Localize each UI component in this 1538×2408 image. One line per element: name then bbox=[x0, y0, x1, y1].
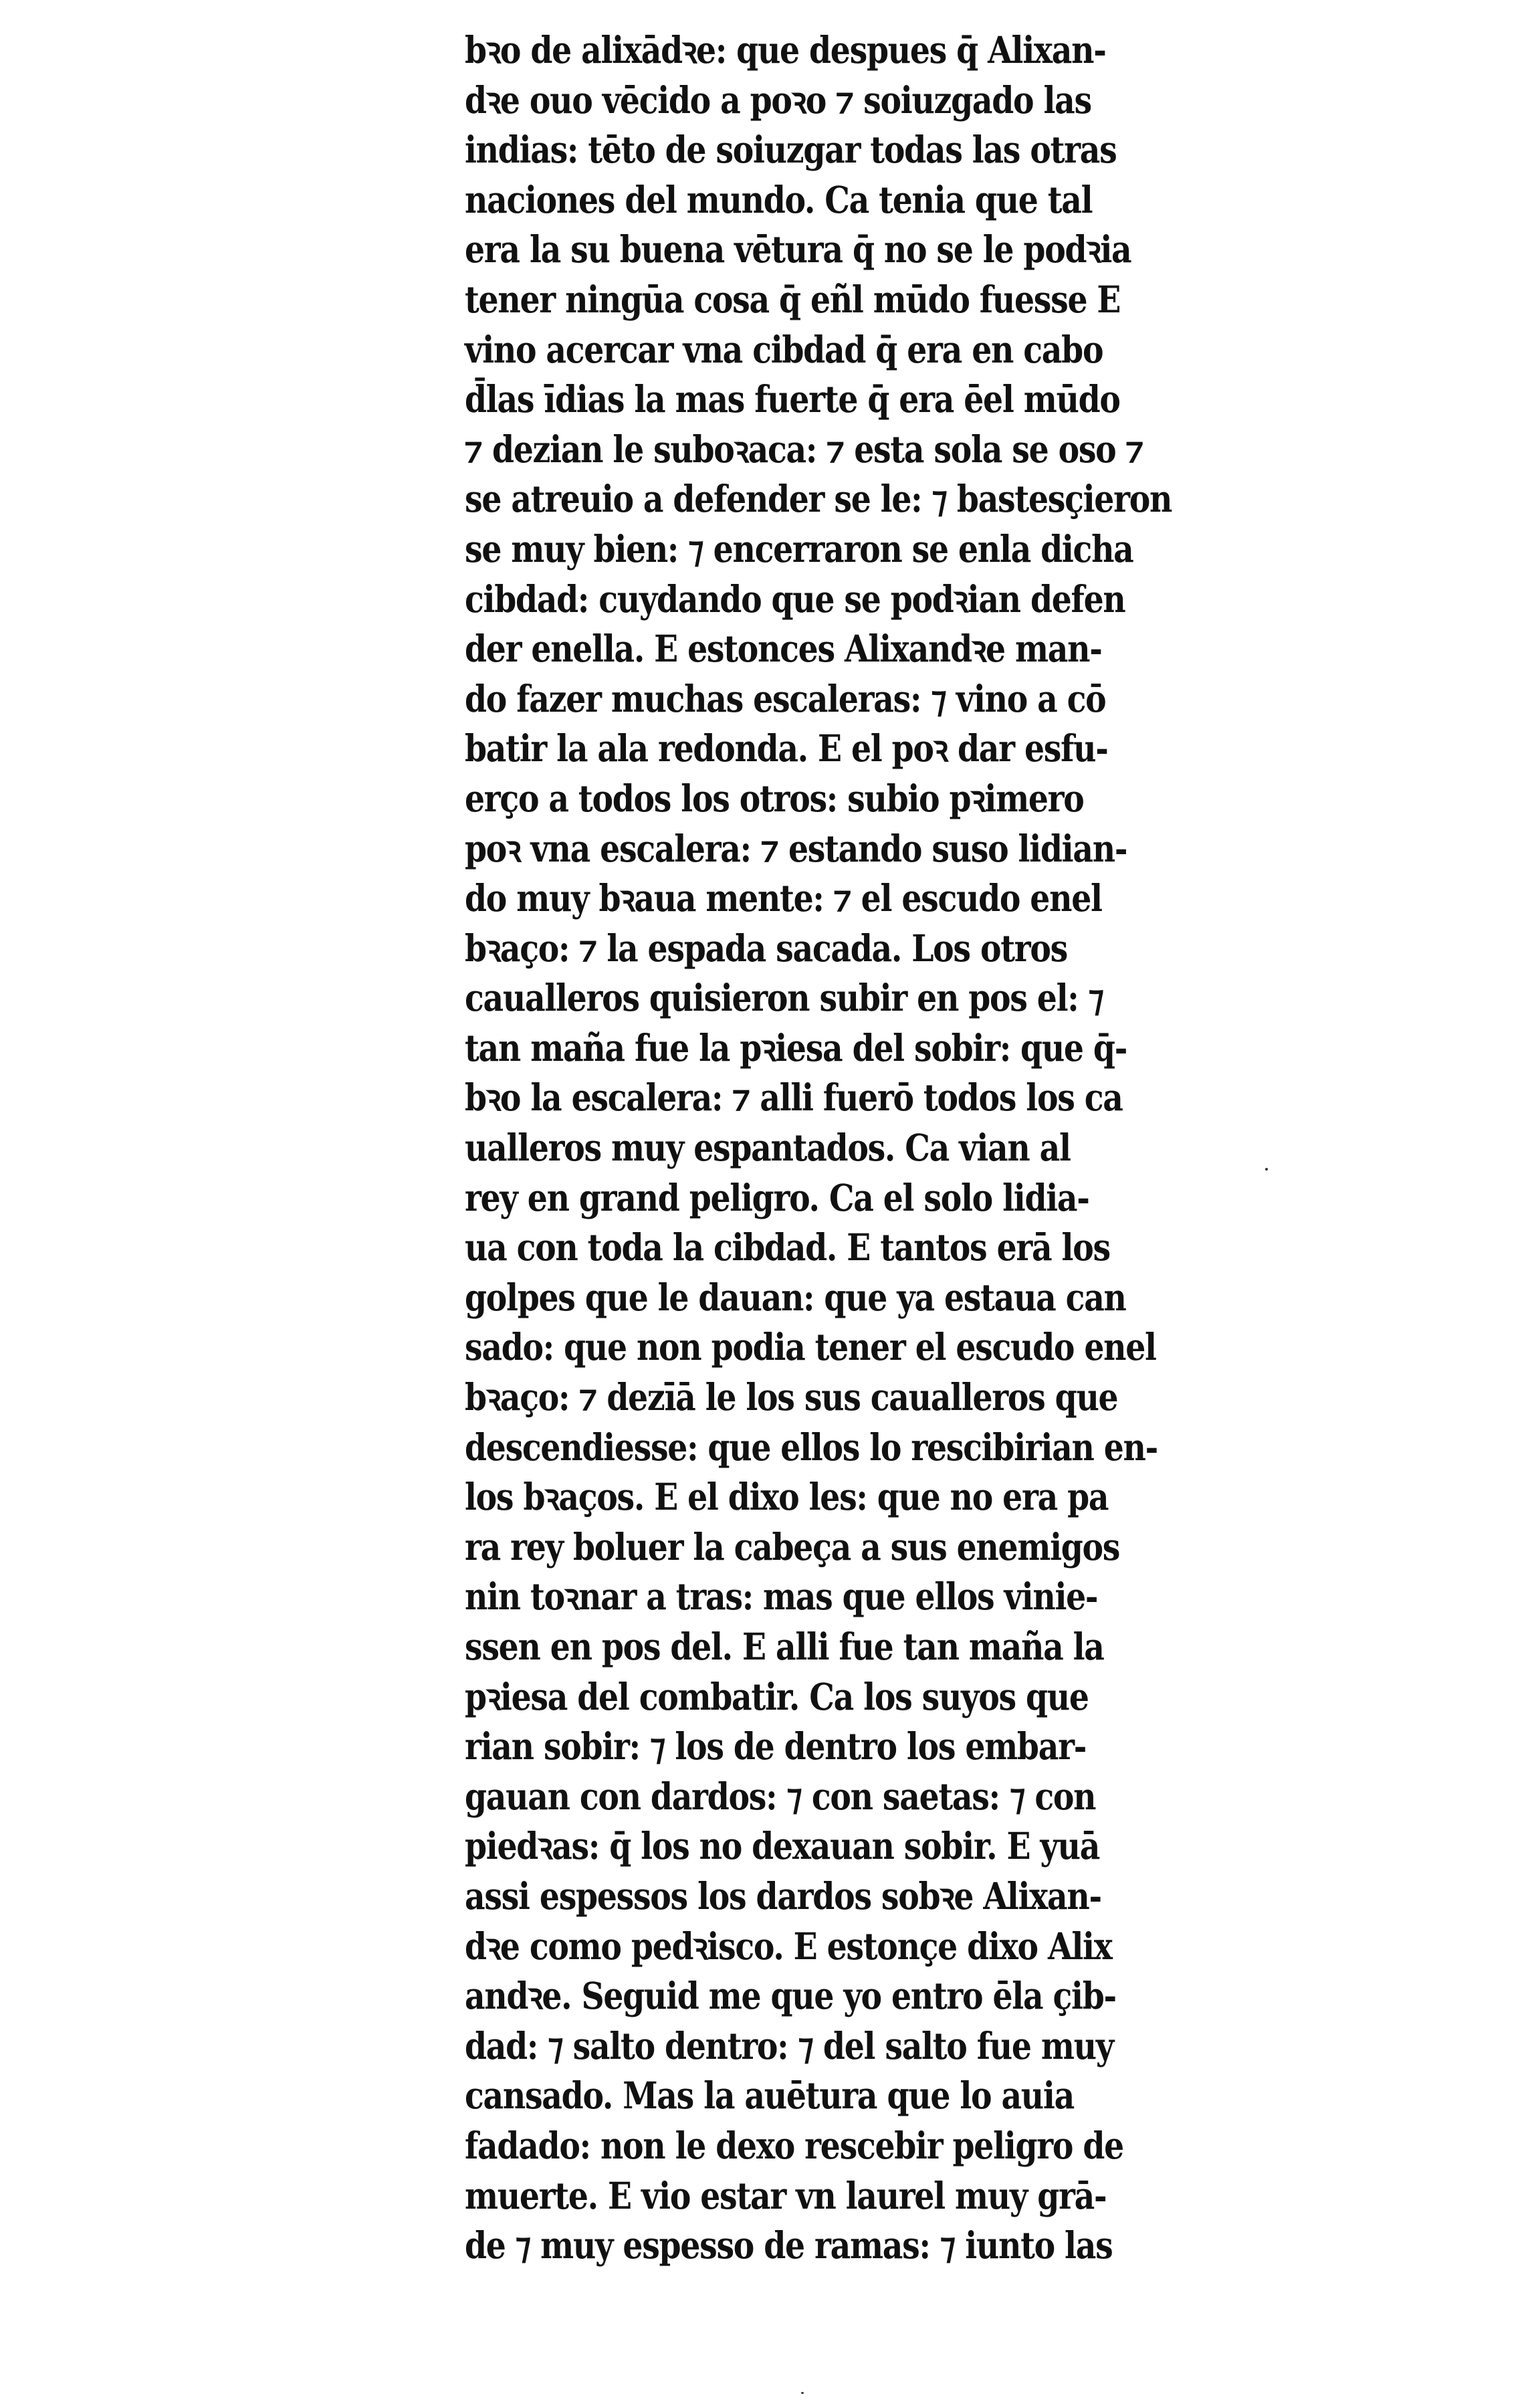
text-column bbox=[465, 25, 1254, 2271]
text-line: dad: ⁊ salto dentro: ⁊ del salto fue muy bbox=[465, 2023, 1113, 2068]
text-line: bꝛaço: ⁊ dezīā le los sus caualleros que bbox=[465, 1375, 1118, 1419]
text-line: bꝛo de alixādꝛe: que despues q̄ Alixan- bbox=[465, 28, 1106, 72]
ink-speck bbox=[801, 2392, 804, 2394]
text-line: assi espessos los dardos sobꝛe Alixan- bbox=[465, 1874, 1101, 1918]
text-line: ra rey boluer la cabeça a sus enemigos bbox=[465, 1524, 1120, 1569]
text-line: golpes que le dauan: que ya estaua can bbox=[465, 1275, 1126, 1319]
text-line: do fazer muchas escaleras: ⁊ vino a cō bbox=[465, 676, 1106, 720]
ink-speck bbox=[1265, 1168, 1268, 1171]
text-line: caualleros quisieron subir en pos el: ⁊ bbox=[465, 976, 1103, 1020]
text-line: naciones del mundo. Ca tenia que tal bbox=[465, 177, 1093, 221]
text-line: batir la ala redonda. E el poꝛ dar esfu- bbox=[465, 726, 1108, 771]
text-line: der enella. E estonces Alixandꝛe man- bbox=[465, 627, 1102, 671]
text-line: rian sobir: ⁊ los de dentro los embar- bbox=[465, 1724, 1087, 1769]
text-line: tener ningūa cosa q̄ eñl mūdo fuesse E bbox=[465, 277, 1121, 321]
text-line: fadado: non le dexo rescebir peligro de bbox=[465, 2123, 1123, 2167]
text-line: indias: tēto de soiuzgar todas las otras bbox=[465, 128, 1117, 172]
text-line: andꝛe. Seguid me que yo entro ēla çib- bbox=[465, 1974, 1116, 2018]
text-line: de ⁊ muy espesso de ramas: ⁊ iunto las bbox=[465, 2223, 1113, 2268]
text-line: era la su buena vētura q̄ no se le podꝛia bbox=[465, 227, 1131, 272]
text-line: ssen en pos del. E alli fue tan maña la bbox=[465, 1625, 1104, 1668]
text-line: rey en grand peligro. Ca el solo lidia- bbox=[465, 1175, 1089, 1219]
text-line: ualleros muy espantados. Ca vian al bbox=[465, 1126, 1071, 1170]
text-line: do muy bꝛaua mente: ⁊ el escudo enel bbox=[465, 876, 1102, 920]
text-line: ⁊ dezian le suboꝛaca: ⁊ esta sola se oso ⁊ bbox=[465, 427, 1143, 471]
text-line: cibdad: cuydando que se podꝛian defen bbox=[465, 577, 1125, 621]
text-line: erço a todos los otros: subio pꝛimero bbox=[465, 776, 1084, 820]
text-line: pꝛiesa del combatir. Ca los suyos que bbox=[465, 1674, 1089, 1718]
text-line: ua con toda la cibdad. E tantos erā los bbox=[465, 1225, 1110, 1270]
text-line: muerte. E vio estar vn laurel muy grā- bbox=[465, 2173, 1107, 2217]
text-line: vino acercar vna cibdad q̄ era en cabo bbox=[465, 327, 1103, 371]
text-line: bꝛo la escalera: ⁊ alli fuerō todos los ca bbox=[465, 1076, 1123, 1120]
text-line: cansado. Mas la auētura que lo auia bbox=[465, 2074, 1074, 2118]
text-line: d̄las īdias la mas fuerte q̄ era ēel mūdo bbox=[465, 377, 1120, 421]
text-line: sado: que non podia tener el escudo enel bbox=[465, 1325, 1156, 1369]
text-line: tan maña fue la pꝛiesa del sobir: que q̄- bbox=[465, 1025, 1127, 1070]
text-line: piedꝛas: q̄ los no dexauan sobir. E yuā bbox=[465, 1824, 1100, 1868]
text-line: se atreuio a defender se le: ⁊ bastesçieron bbox=[465, 477, 1172, 521]
text-line: gauan con dardos: ⁊ con saetas: ⁊ con bbox=[465, 1774, 1096, 1818]
text-line: se muy bien: ⁊ encerraron se enla dicha bbox=[465, 526, 1133, 571]
text-line: nin toꝛnar a tras: mas que ellos vinie- bbox=[465, 1575, 1098, 1619]
text-line: poꝛ vna escalera: ⁊ estando suso lidian- bbox=[465, 826, 1127, 870]
text-line: descendiesse: que ellos lo rescibirian en- bbox=[465, 1425, 1158, 1469]
text-line: dꝛe ouo vēcido a poꝛo ⁊ soiuzgado las bbox=[465, 78, 1091, 122]
text-line: dꝛe como pedꝛisco. E estonçe dixo Alix bbox=[465, 1924, 1112, 1968]
text-line: los bꝛaços. E el dixo les: que no era pa bbox=[465, 1475, 1109, 1519]
text-line: bꝛaço: ⁊ la espada sacada. Los otros bbox=[465, 926, 1067, 970]
